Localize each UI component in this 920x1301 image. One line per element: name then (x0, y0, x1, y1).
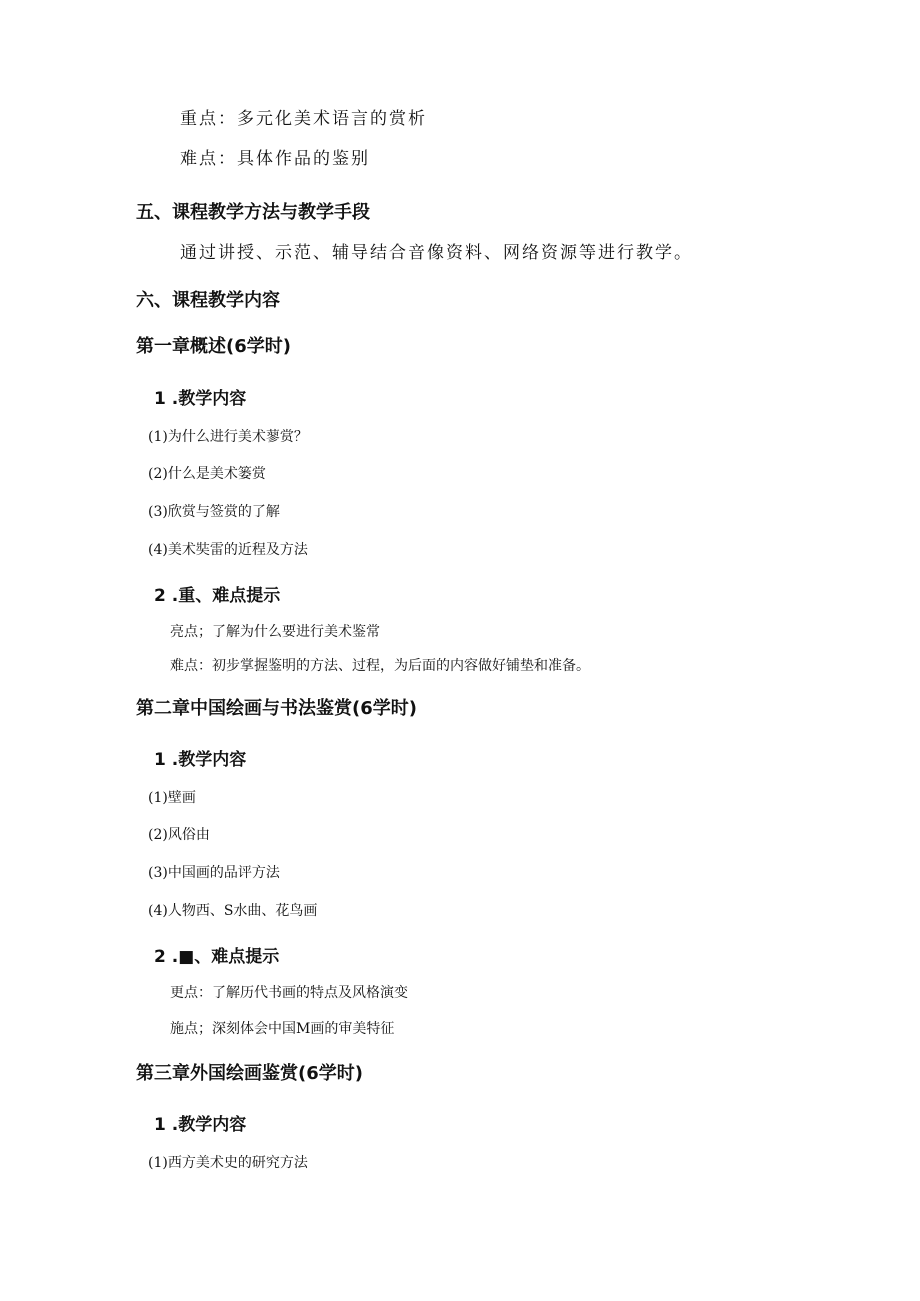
difficulty-line: 施点；深刻体会中国M画的审美特征 (170, 1021, 395, 1037)
chapter-heading: 第二章中国绘画与书法鉴赏(6学时) (136, 698, 417, 719)
list-item: (2)什么是美术篓赏 (148, 466, 266, 482)
key-point-line: 亮点；了解为什么要进行美术鉴常 (170, 624, 380, 640)
list-item: (1)为什么进行美术蓼赏？ (148, 429, 308, 445)
list-item: (2)风俗由 (148, 827, 210, 843)
list-item: (1)西方美术史的研究方法 (148, 1155, 308, 1171)
subsection-heading: 1 .教学内容 (154, 389, 247, 409)
subsection-heading: 2 .重、难点提示 (154, 586, 281, 606)
list-item: (3)中国画的品评方法 (148, 865, 280, 881)
list-item: (4)人物西、S水曲、花鸟画 (148, 903, 318, 919)
subsection-heading: 1 .教学内容 (154, 1115, 247, 1135)
section-heading: 五、课程教学方法与教学手段 (136, 202, 370, 223)
subsection-heading: 1 .教学内容 (154, 750, 247, 770)
chapter-heading: 第一章概述(6学时) (136, 336, 291, 357)
paragraph: 通过讲授、示范、辅导结合音像资料、网络资源等进行教学。 (180, 243, 693, 263)
subsection-heading: 2 .■、难点提示 (154, 947, 280, 967)
list-item: (3)欣赏与签赏的了解 (148, 504, 280, 520)
list-item: (1)壁画 (148, 790, 196, 806)
key-point-line: 重点：多元化美术语言的赏析 (180, 109, 427, 129)
difficulty-line: 难点：具体作品的鉴别 (180, 149, 370, 169)
list-item: (4)美术奘雷的近程及方法 (148, 542, 308, 558)
chapter-heading: 第三章外国绘画鉴赏(6学时) (136, 1063, 363, 1084)
section-heading: 六、课程教学内容 (136, 290, 280, 311)
difficulty-line: 难点：初步掌握鉴明的方法、过程，为后面的内容做好铺垫和准备。 (170, 658, 590, 674)
key-point-line: 更点：了解历代书画的特点及风格演变 (170, 985, 408, 1001)
